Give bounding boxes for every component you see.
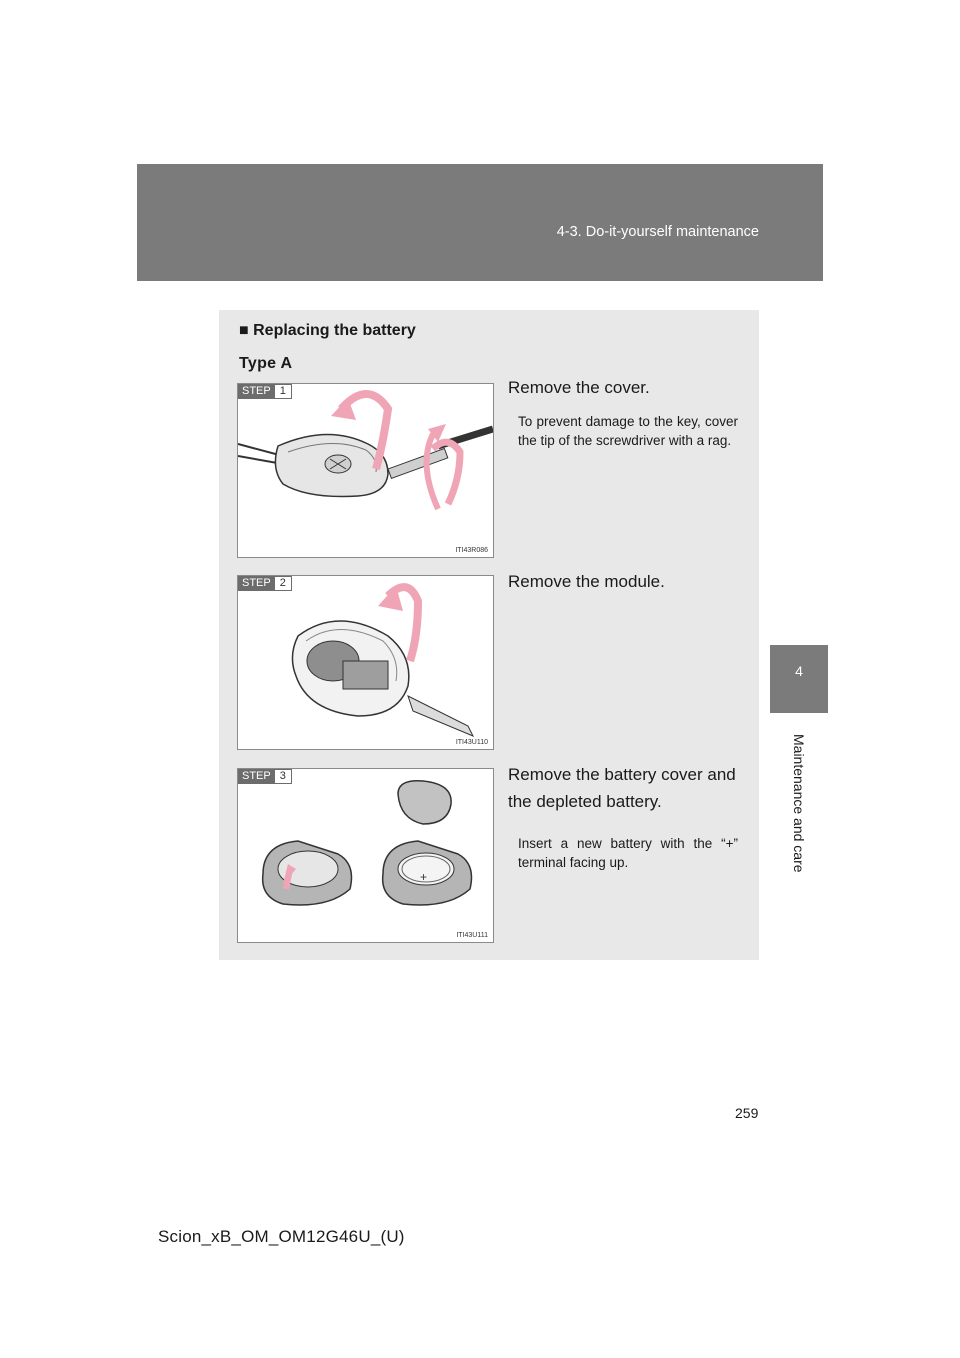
step-3-instruction: Remove the battery cover and the depleted battery. (508, 765, 736, 811)
header-band (137, 164, 823, 281)
step-3-figure (237, 768, 494, 943)
step-1-badge (238, 384, 292, 399)
chapter-tab-label (770, 713, 828, 893)
step-1-instruction: Remove the cover. (508, 378, 650, 397)
section-title: 4-3. Do-it-yourself maintenance (556, 224, 759, 240)
step-3-badge-number: 3 (275, 769, 292, 784)
step-2-figure (237, 575, 494, 750)
step-2-badge (238, 576, 292, 591)
step-2-badge-word: STEP (238, 576, 275, 591)
step-1-figure-code: ITI43R086 (455, 547, 488, 554)
step-2-badge-number: 2 (275, 576, 292, 591)
section-heading: ■ Replacing the battery (239, 322, 416, 339)
step-1-figure (237, 383, 494, 558)
step-3-figure-code: ITI43U111 (456, 932, 488, 939)
step-3-badge-word: STEP (238, 769, 275, 784)
type-subheading: Type A (239, 355, 293, 372)
key-cover-illustration (238, 384, 493, 557)
step-3-badge (238, 769, 292, 784)
chapter-tab-label-text: Maintenance and care (791, 733, 807, 873)
step-1-badge-word: STEP (238, 384, 275, 399)
step-2-instruction: Remove the module. (508, 572, 665, 591)
content-panel (219, 310, 759, 960)
key-module-illustration (238, 576, 493, 749)
step-2-figure-code: ITI43U110 (455, 739, 488, 746)
page-number: 259 (735, 1105, 759, 1121)
svg-text:+: + (420, 870, 428, 884)
chapter-tab-number: 4 (770, 645, 828, 713)
battery-replacement-illustration (238, 769, 493, 942)
footer-document-code: Scion_xB_OM_OM12G46U_(U) (158, 1227, 405, 1246)
step-3-note: Insert a new battery with the “+” terminal facing up. (518, 836, 738, 870)
step-1-note: To prevent damage to the key, cover the tip of the screwdriver with a rag. (518, 414, 738, 448)
step-1-badge-number: 1 (275, 384, 292, 399)
